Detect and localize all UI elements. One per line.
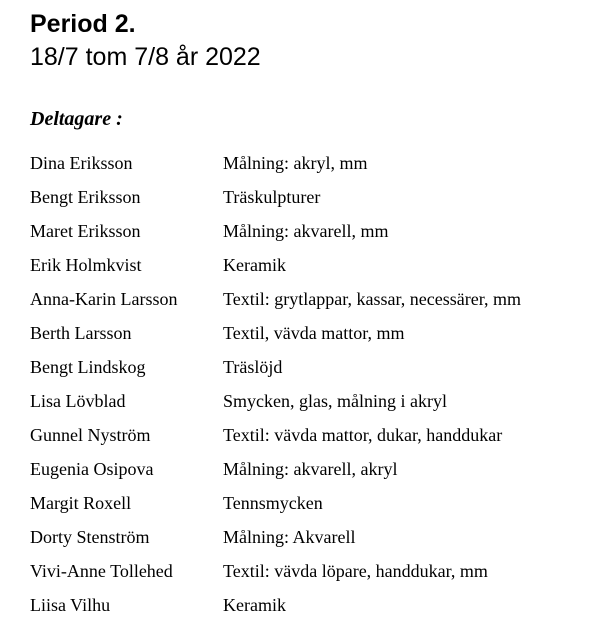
participant-list bbox=[30, 146, 590, 622]
list-item bbox=[30, 418, 590, 452]
participant-name: Erik Holmkvist bbox=[30, 254, 142, 275]
list-item bbox=[30, 554, 590, 588]
period-dates: 18/7 tom 7/8 år 2022 bbox=[30, 43, 261, 71]
participant-craft: Målning: akvarell, akryl bbox=[223, 458, 398, 479]
participant-name: Bengt Lindskog bbox=[30, 356, 146, 377]
list-item bbox=[30, 316, 590, 350]
list-item bbox=[30, 452, 590, 486]
participant-name: Dorty Stenström bbox=[30, 526, 150, 547]
participant-craft: Keramik bbox=[223, 594, 286, 615]
participant-craft: Textil: vävda löpare, handdukar, mm bbox=[223, 560, 488, 581]
participant-name: Bengt Eriksson bbox=[30, 186, 141, 207]
participant-name: Gunnel Nyström bbox=[30, 424, 151, 445]
list-item bbox=[30, 282, 590, 316]
participants-heading: Deltagare : bbox=[30, 108, 123, 130]
participant-craft: Tennsmycken bbox=[223, 492, 323, 513]
participant-craft: Målning: akvarell, mm bbox=[223, 220, 389, 241]
list-item bbox=[30, 214, 590, 248]
participant-craft: Målning: Akvarell bbox=[223, 526, 356, 547]
participant-name: Berth Larsson bbox=[30, 322, 132, 343]
list-item bbox=[30, 486, 590, 520]
participant-craft: Textil: vävda mattor, dukar, handdukar bbox=[223, 424, 503, 445]
participant-name: Maret Eriksson bbox=[30, 220, 141, 241]
participant-name: Margit Roxell bbox=[30, 492, 132, 513]
list-item bbox=[30, 146, 590, 180]
list-item bbox=[30, 384, 590, 418]
list-item bbox=[30, 350, 590, 384]
participant-craft: Smycken, glas, målning i akryl bbox=[223, 390, 447, 411]
participant-craft: Målning: akryl, mm bbox=[223, 152, 368, 173]
participant-name: Liisa Vilhu bbox=[30, 594, 111, 615]
page-title: Period 2. bbox=[30, 10, 136, 38]
participant-craft: Textil: grytlappar, kassar, necessärer, mm bbox=[223, 288, 521, 309]
list-item bbox=[30, 588, 590, 622]
participant-name: Lisa Lövblad bbox=[30, 390, 126, 411]
participant-name: Anna-Karin Larsson bbox=[30, 288, 178, 309]
participant-name: Eugenia Osipova bbox=[30, 458, 154, 479]
participant-name: Dina Eriksson bbox=[30, 152, 133, 173]
list-item bbox=[30, 180, 590, 214]
list-item bbox=[30, 248, 590, 282]
list-item bbox=[30, 520, 590, 554]
participant-craft: Keramik bbox=[223, 254, 286, 275]
participant-craft: Textil, vävda mattor, mm bbox=[223, 322, 405, 343]
participant-name: Vivi-Anne Tollehed bbox=[30, 560, 173, 581]
participant-craft: Träskulpturer bbox=[223, 186, 321, 207]
participant-craft: Träslöjd bbox=[223, 356, 283, 377]
